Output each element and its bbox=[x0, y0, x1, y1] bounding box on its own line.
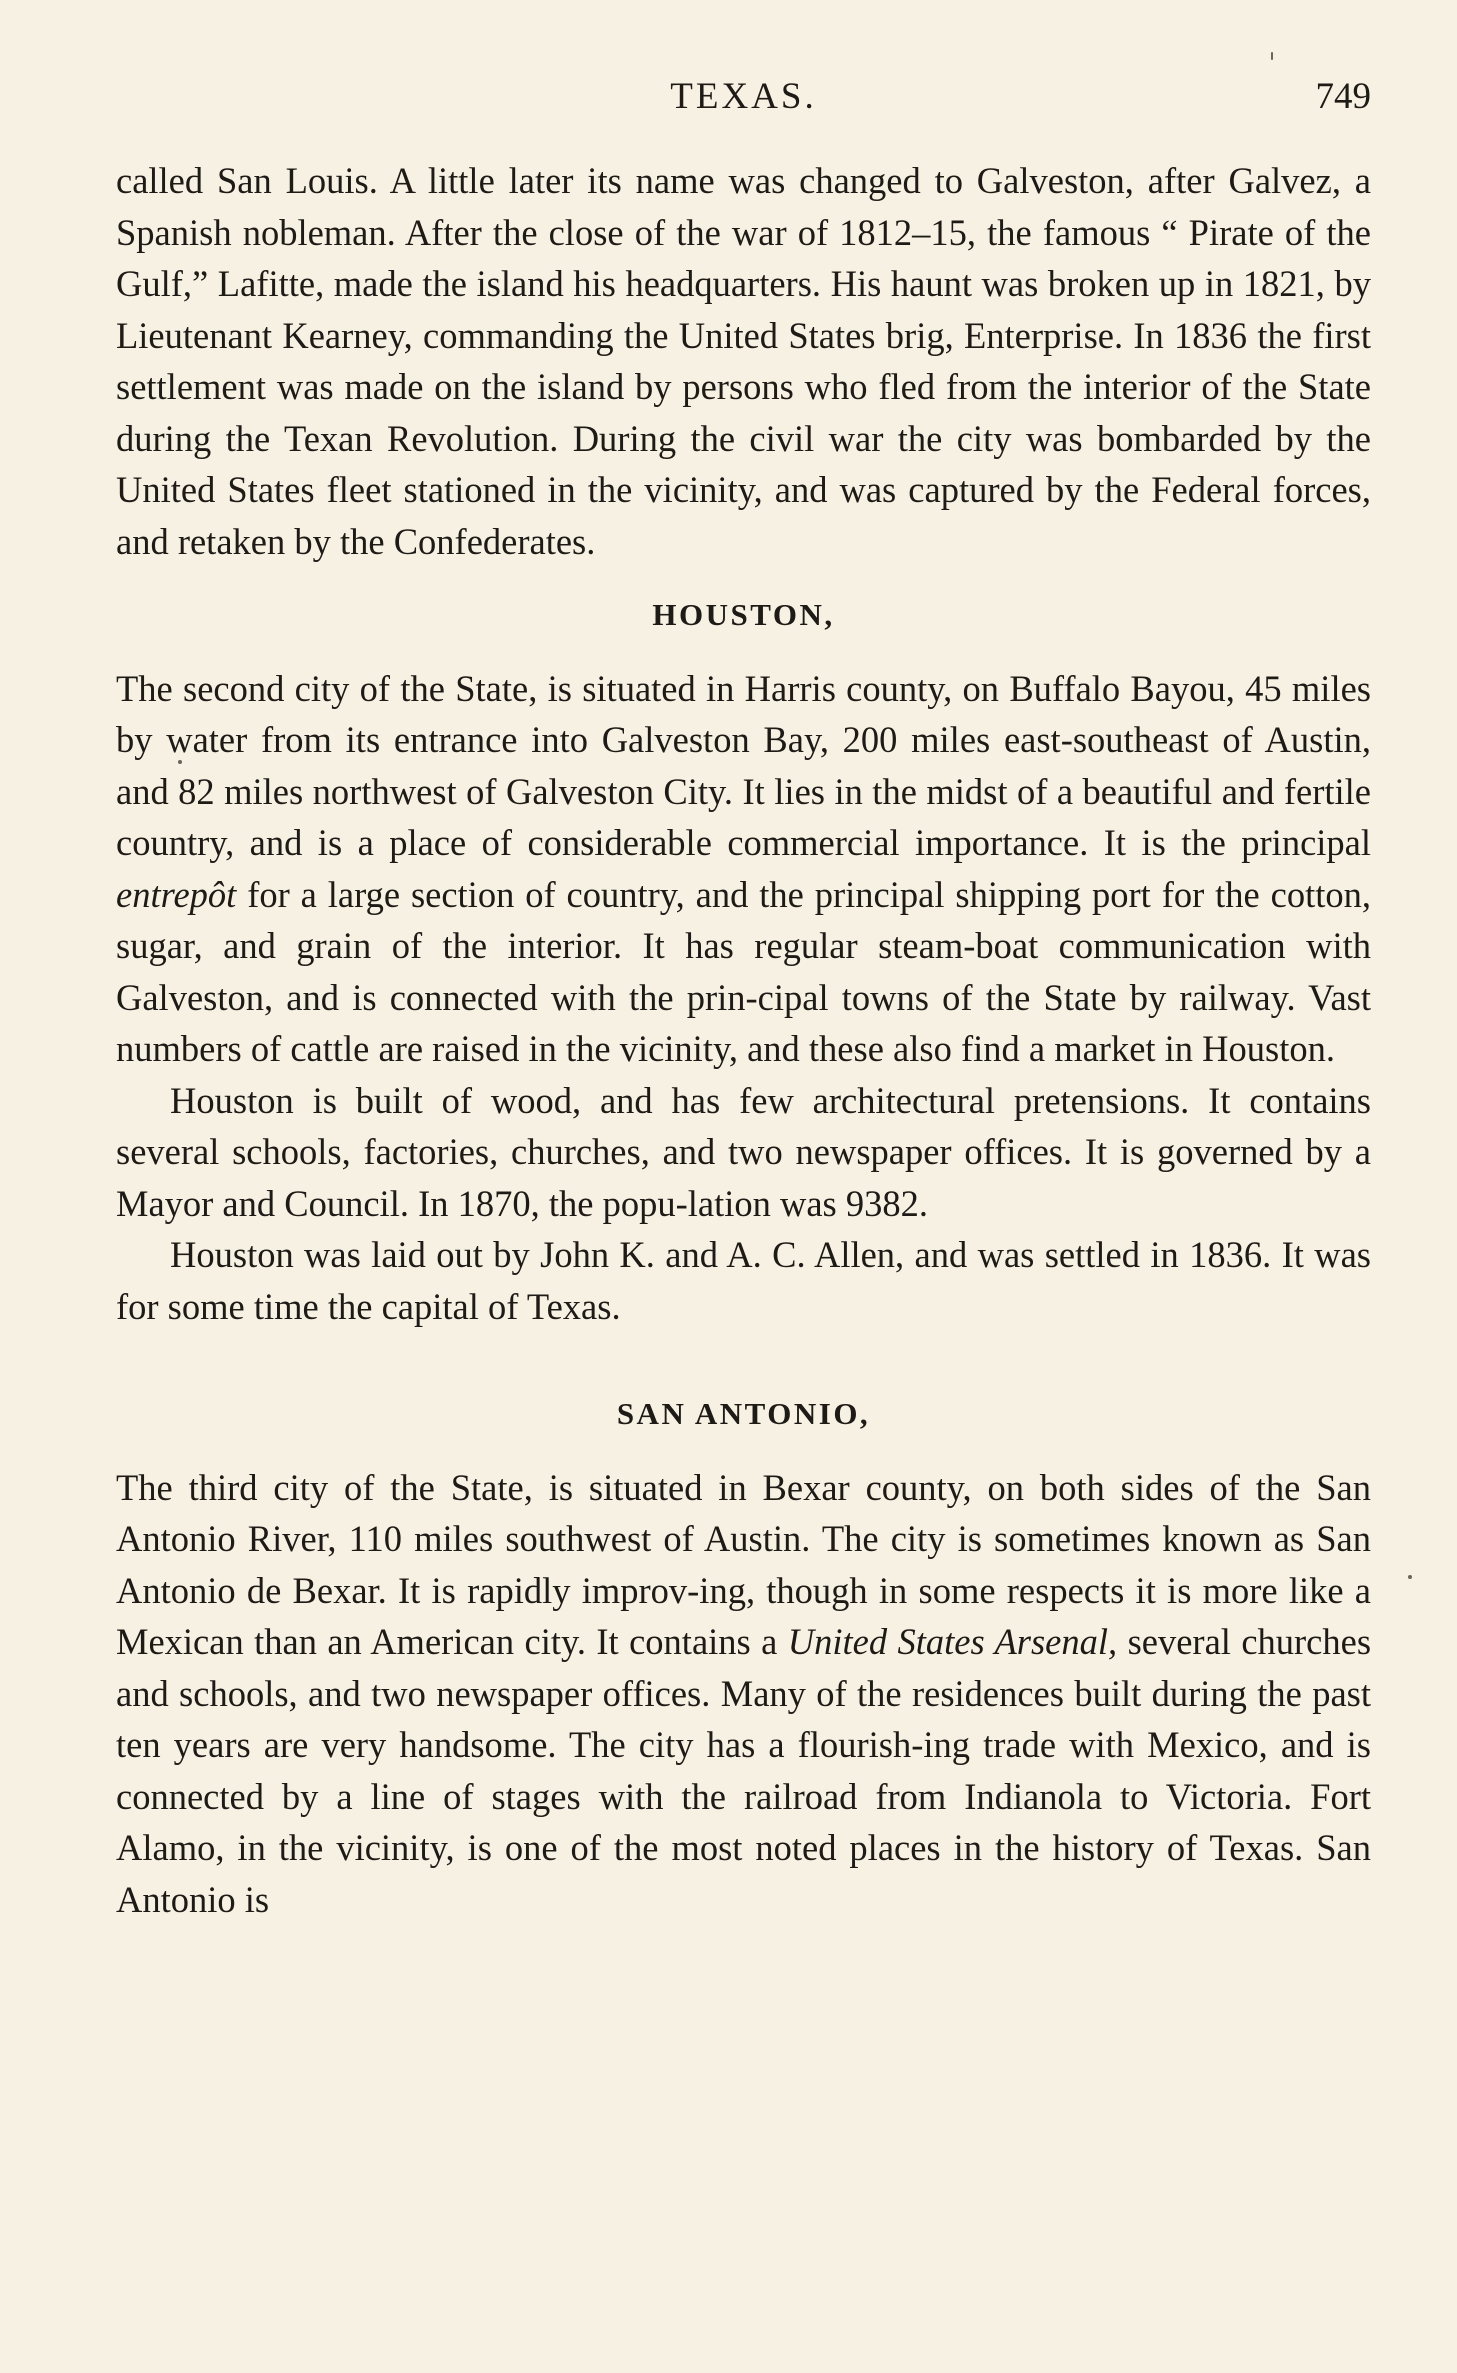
paper-speck bbox=[1271, 52, 1273, 60]
paragraph-houston-description bbox=[116, 663, 1371, 1075]
paragraph-houston-buildings: Houston is built of wood, and has few architectural pretensions. It contains several schools, factories, churches, and two newspaper offices. It is governed by a Mayor and Council. In 1870, the popu-lation was 9382. bbox=[116, 1079, 1371, 1224]
paragraph-houston-founding: Houston was laid out by John K. and A. C. Allen, and was settled in 1836. It was for some time the capital of Texas. bbox=[116, 1234, 1371, 1327]
page-number: 749 bbox=[1315, 76, 1371, 117]
san-antonio-text-a: The third city of the State, is situated in Bexar county, on both sides of the San Antonio River, 110 miles southwest of Austin. The city is sometimes known as San Antonio de Bexar. It is rapidly improv-ing, though in some respects it is more like a Mexican than an American city. It contains a bbox=[116, 1466, 1371, 1662]
paper-speck bbox=[178, 760, 182, 764]
italic-term-entrepot: entrepôt bbox=[116, 873, 237, 915]
paragraph-san-antonio-description bbox=[116, 1462, 1371, 1926]
paper-speck bbox=[1408, 1575, 1412, 1579]
houston-text-b: for a large section of country, and the principal shipping port for the cotton, sugar, and grain of the interior. It has regular steam-boat communication with Galveston, and is connected with the prin-cipal towns of the State by railway. Vast numbers of cattle are raised in the vicinity, and these also find a market in Houston. bbox=[116, 873, 1372, 1069]
houston-text-a: The second city of the State, is situated in Harris county, on Buffalo Bayou, 45 miles by water from its entrance into Galveston Bay, 200 miles east-southeast of Austin, and 82 miles northwest of Galveston City. It lies in the midst of a beautiful and fertile country, and is a place of considerable commercial importance. It is the principal bbox=[116, 667, 1371, 863]
section-heading-san-antonio: SAN ANTONIO, bbox=[616, 1396, 871, 1431]
paragraph-galveston-history: called San Louis. A little later its name was changed to Galveston, after Galvez, a Spanish nobleman. After the close of the war of 1812–15, the famous “ Pirate of the Gulf,” Lafitte, made the island his headquarters. His haunt was broken up in 1821, by Lieutenant Kearney, commanding the United States brig, Enterprise. In 1836 the first settlement was made on the island by persons who fled from the interior of the State during the Texan Revolution. During the civil war the city was bombarded by the United States fleet stationed in the vicinity, and was captured by the Federal forces, and retaken by the Confederates. bbox=[116, 160, 1371, 562]
running-head bbox=[116, 72, 1371, 122]
section-heading-houston: HOUSTON, bbox=[652, 597, 835, 632]
text-block bbox=[116, 155, 1371, 1925]
italic-term-arsenal: United States Arsenal, bbox=[787, 1621, 1118, 1662]
san-antonio-text-b: several churches and schools, and two newspaper offices. Many of the residences built during the past ten years are very handsome. The city has a flourish-ing trade with Mexico, and is connected by a line of stages with the railroad from Indianola to Victoria. Fort Alamo, in the vicinity, is one of the most noted places in the history of Texas. San Antonio is bbox=[116, 1621, 1372, 1920]
running-title: TEXAS. bbox=[670, 76, 817, 117]
